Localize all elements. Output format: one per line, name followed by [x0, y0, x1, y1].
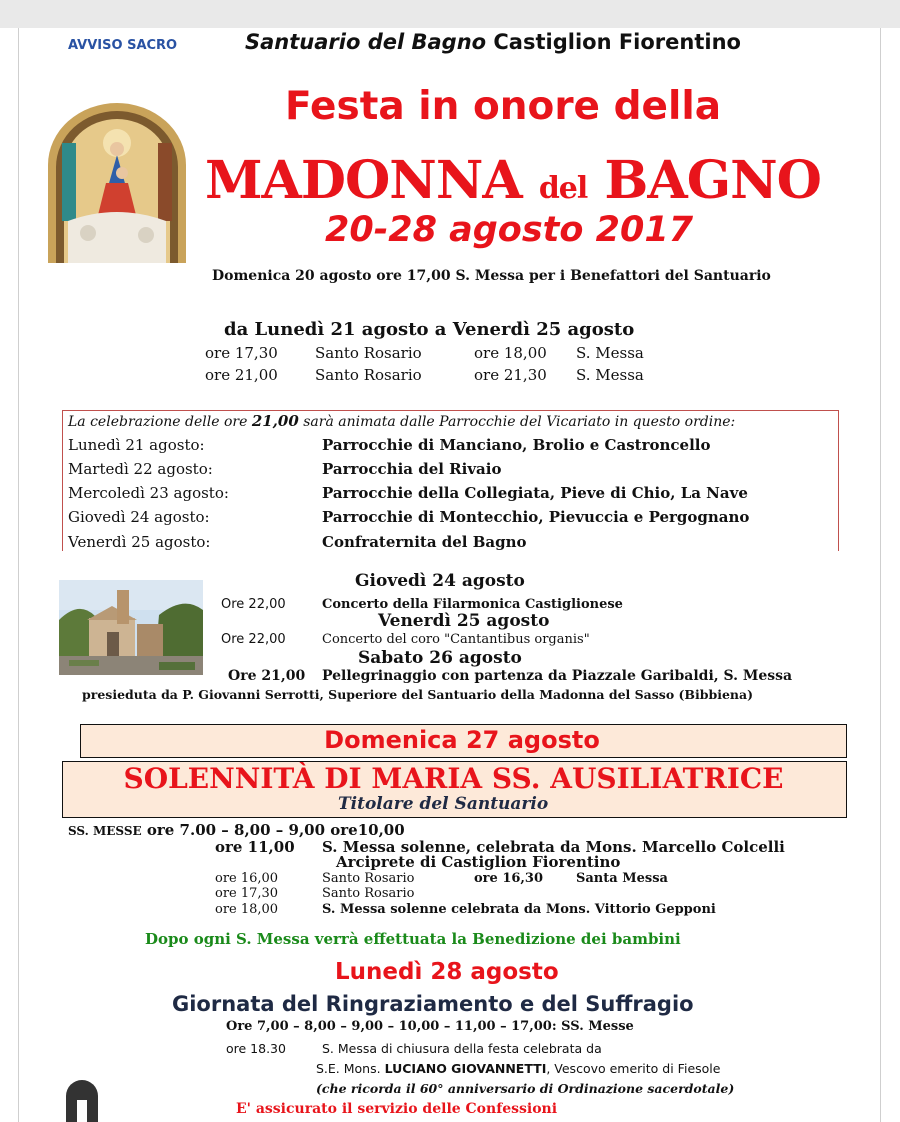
- mass-1630-text: Santa Messa: [576, 871, 668, 886]
- weekdays-row-2-t2: ore 21,30: [474, 366, 547, 384]
- page-top-margin: [0, 0, 900, 28]
- vicariato-row-4-who: Parrocchie di Montecchio, Pievuccia e Pergognano: [322, 508, 750, 526]
- header-sanctuary: Santuario del Bagno: [245, 30, 487, 54]
- mass-11-text: S. Messa solenne, celebrata da Mons. Marcello Colcelli: [322, 838, 785, 856]
- sanctuary-photo: [59, 580, 203, 675]
- solemnity-subtitle: Titolare del Santuario: [338, 794, 549, 814]
- bishop-line: [316, 1061, 720, 1076]
- vicariato-intro-time: 21,00: [251, 412, 299, 430]
- vicariato-row-2-day: Martedì 22 agosto:: [68, 460, 213, 478]
- weekdays-row-1-e2: S. Messa: [576, 344, 644, 362]
- rosary-1730-time: ore 17,30: [215, 886, 279, 901]
- vicariato-row-4-day: Giovedì 24 agosto:: [68, 508, 210, 526]
- sat-event-2: presieduta da P. Giovanni Serrotti, Superiore del Santuario della Madonna del Sasso (Bibbiena): [82, 687, 754, 702]
- bishop-prefix: S.E. Mons.: [316, 1061, 385, 1076]
- vicariato-row-5-who: Confraternita del Bagno: [322, 533, 527, 551]
- vicariato-box: [62, 410, 839, 551]
- vicariato-row-1-day: Lunedì 21 agosto:: [68, 436, 205, 454]
- rosary-16-time: ore 16,00: [215, 871, 279, 886]
- header-title: [245, 30, 741, 54]
- sat-heading: Sabato 26 agosto: [358, 648, 522, 668]
- mass-11-text-2: Arciprete di Castiglion Fiorentino: [336, 853, 621, 871]
- fri-time: Ore 22,00: [221, 632, 286, 647]
- thu-event: Concerto della Filarmonica Castiglionese: [322, 597, 623, 612]
- vicariato-row-2-who: Parrocchia del Rivaio: [322, 460, 502, 478]
- title-dates: 20-28 agosto 2017: [325, 210, 694, 250]
- fri-heading: Venerdì 25 agosto: [378, 611, 550, 631]
- vicariato-intro-a: La celebrazione delle ore: [68, 414, 252, 430]
- title-del: del: [538, 171, 588, 206]
- masses-line: [68, 821, 405, 839]
- masses-label: SS. MESSE: [68, 824, 142, 838]
- weekdays-row-1-t1: ore 17,30: [205, 344, 278, 362]
- rosary-1730-text: Santo Rosario: [322, 886, 415, 901]
- thu-heading: Giovedì 24 agosto: [355, 571, 525, 591]
- sunday27-heading: Domenica 27 agosto: [324, 726, 600, 754]
- fri-event: Concerto del coro "Cantantibus organis": [322, 632, 590, 647]
- vicariato-row-1-who: Parrocchie di Manciano, Brolio e Castroncello: [322, 436, 711, 454]
- closing-text: S. Messa di chiusura della festa celebrata da: [322, 1041, 602, 1056]
- mass-1630-time: ore 16,30: [474, 871, 544, 886]
- vicariato-intro: [68, 412, 735, 430]
- thu-time: Ore 22,00: [221, 597, 286, 612]
- confessions-line: E' assicurato il servizio delle Confessioni: [236, 1101, 558, 1117]
- mass-11-time: ore 11,00: [215, 838, 295, 856]
- header-town: Castiglion Fiorentino: [493, 30, 741, 54]
- title-line1: Festa in onore della: [285, 84, 722, 129]
- weekdays-row-1-t2: ore 18,00: [474, 344, 547, 362]
- bishop-suffix: , Vescovo emerito di Fiesole: [546, 1061, 721, 1076]
- blessing-line: Dopo ogni S. Messa verrà effettuata la Benedizione dei bambini: [145, 930, 681, 948]
- title-line2: [205, 150, 821, 211]
- weekdays-row-1-e1: Santo Rosario: [315, 344, 422, 362]
- vicariato-row-5-day: Venerdì 25 agosto:: [68, 533, 211, 551]
- sunday20-line: Domenica 20 agosto ore 17,00 S. Messa per i Benefattori del Santuario: [212, 268, 771, 284]
- masses-times: ore 7.00 – 8,00 – 9,00 ore10,00: [146, 821, 405, 839]
- anniversary-line: (che ricorda il 60° anniversario di Ordinazione sacerdotale): [316, 1081, 735, 1096]
- solemnity-title: SOLENNITÀ DI MARIA SS. AUSILIATRICE: [123, 762, 784, 795]
- madonna-image: [48, 103, 186, 263]
- monday28-masses: Ore 7,00 – 8,00 – 9,00 – 10,00 – 11,00 – 17,00: SS. Messe: [226, 1019, 634, 1034]
- monday28-heading: Lunedì 28 agosto: [335, 959, 559, 985]
- closing-time: ore 18.30: [226, 1041, 286, 1056]
- page-right-edge: [880, 28, 881, 1122]
- mass-18-text: S. Messa solenne celebrata da Mons. Vittorio Gepponi: [322, 902, 716, 917]
- sat-event: Pellegrinaggio con partenza da Piazzale Garibaldi, S. Messa: [322, 668, 793, 684]
- notice-label: AVVISO SACRO: [68, 38, 178, 53]
- vicariato-row-3-who: Parrocchie della Collegiata, Pieve di Chio, La Nave: [322, 484, 748, 502]
- monday28-subtitle: Giornata del Ringraziamento e del Suffragio: [172, 992, 694, 1016]
- weekdays-row-2-e1: Santo Rosario: [315, 366, 422, 384]
- vicariato-row-3-day: Mercoledì 23 agosto:: [68, 484, 229, 502]
- bishop-name: LUCIANO GIOVANNETTI: [384, 1061, 547, 1076]
- title-madonna: MADONNA: [205, 150, 522, 211]
- weekdays-heading: da Lunedì 21 agosto a Venerdì 25 agosto: [224, 319, 635, 340]
- weekdays-row-2-t1: ore 21,00: [205, 366, 278, 384]
- rosary-16-text: Santo Rosario: [322, 871, 415, 886]
- sat-time: Ore 21,00: [228, 668, 306, 684]
- weekdays-row-2-e2: S. Messa: [576, 366, 644, 384]
- vicariato-intro-c: sarà animata dalle Parrocchie del Vicariato in questo ordine:: [298, 414, 736, 430]
- mass-18-time: ore 18,00: [215, 902, 279, 917]
- title-bagno: BAGNO: [604, 150, 821, 211]
- page-left-edge: [18, 28, 19, 1122]
- church-door-icon: [66, 1080, 98, 1122]
